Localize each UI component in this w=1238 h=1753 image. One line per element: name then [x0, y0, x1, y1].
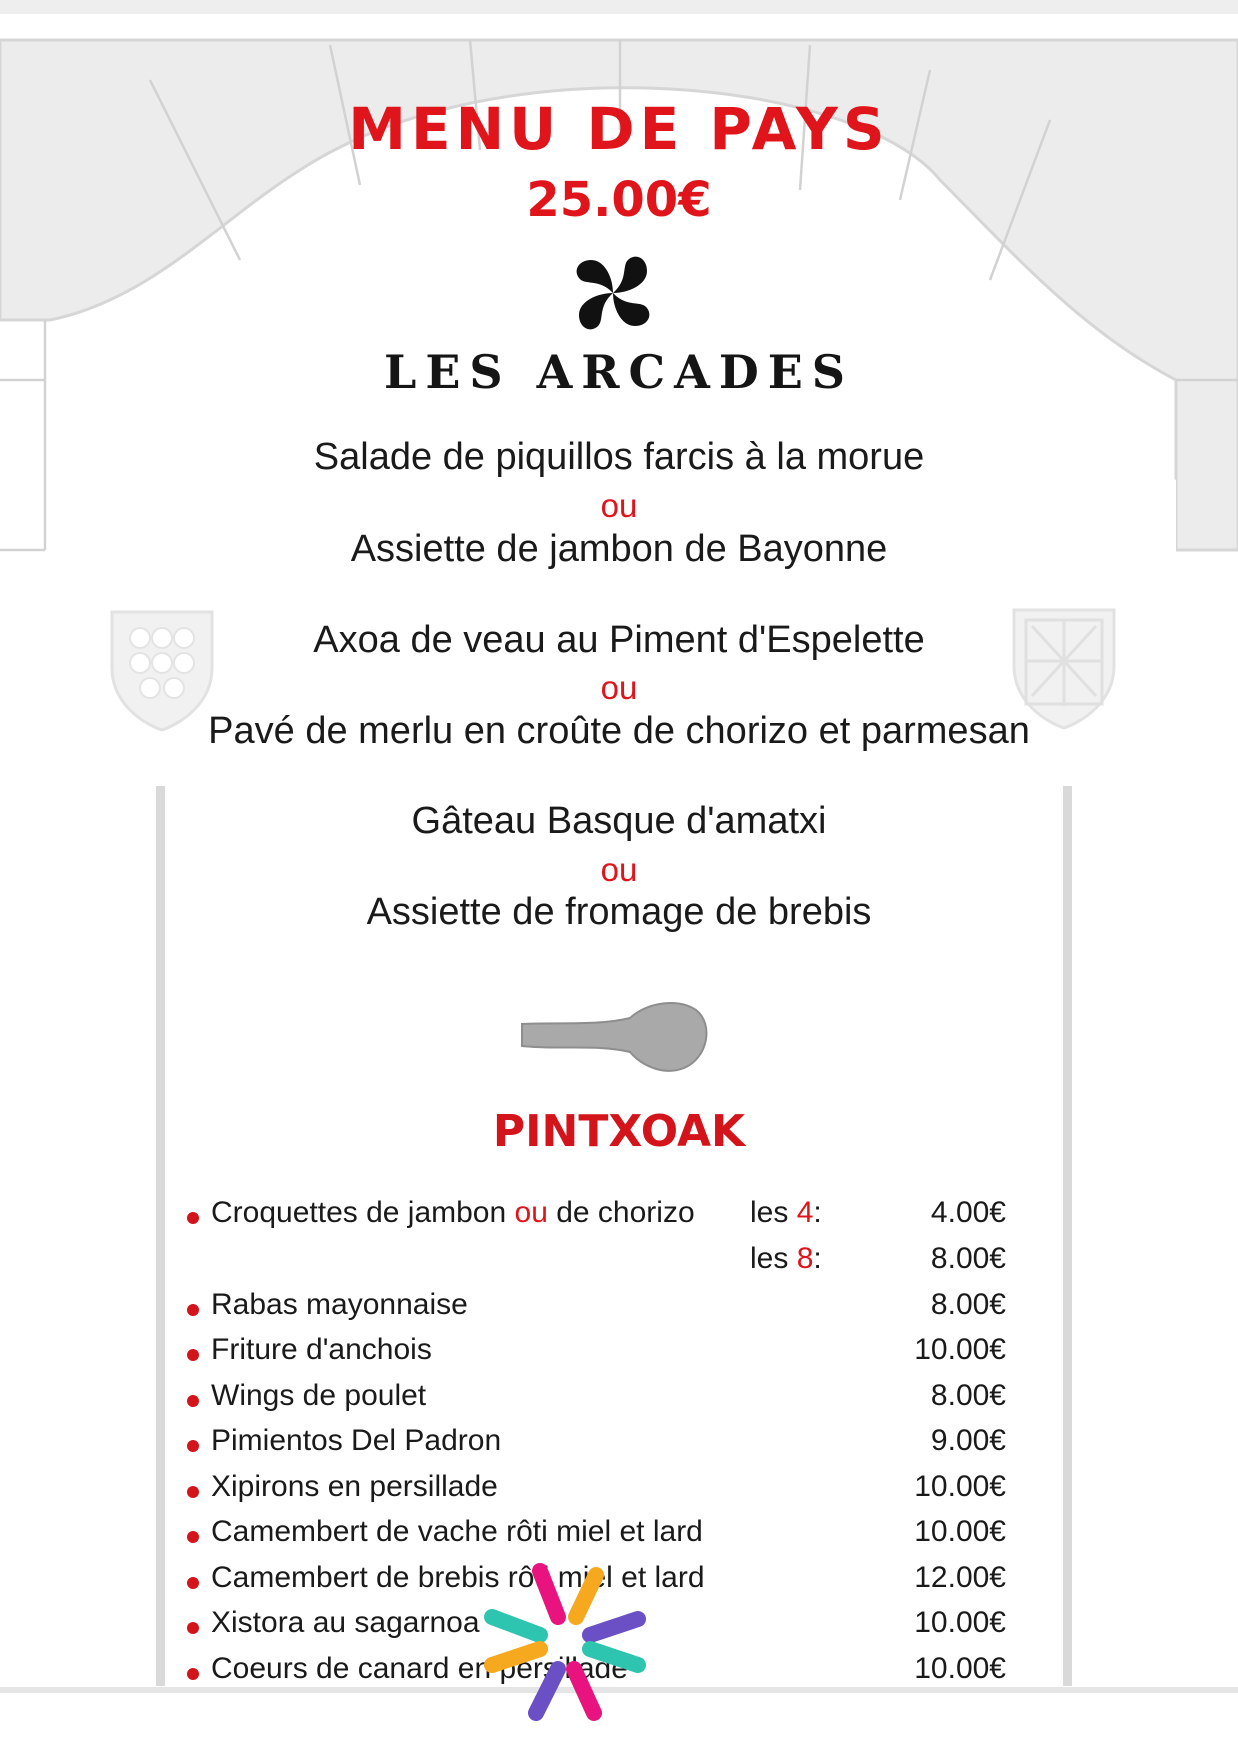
item-name: Rabas mayonnaise	[211, 1288, 468, 1321]
menu-price: 25.00€	[526, 172, 712, 228]
item-price: 4.00€	[930, 1196, 1006, 1229]
dessert-option-2: Assiette de fromage de brebis	[366, 891, 872, 933]
main-option-2: Pavé de merlu en croûte de chorizo et parmesan	[208, 710, 1030, 752]
item-price: 10.00€	[914, 1606, 1006, 1639]
item-price: 8.00€	[930, 1242, 1006, 1275]
bullet-icon	[187, 1622, 199, 1634]
bullet-icon	[187, 1304, 199, 1316]
menu-title: MENU DE PAYS	[348, 95, 890, 163]
item-price: 10.00€	[914, 1515, 1006, 1548]
item-name: Pimientos Del Padron	[211, 1424, 502, 1457]
item-price: 10.00€	[914, 1470, 1006, 1503]
item-name: Friture d'anchois	[211, 1333, 432, 1366]
starter-option-2: Assiette de jambon de Bayonne	[350, 528, 888, 570]
bullet-icon	[187, 1440, 199, 1452]
list-item	[0, 1379, 1238, 1419]
or-label: ou	[600, 487, 638, 524]
item-name: Wings de poulet	[211, 1379, 427, 1412]
main-option-1: Axoa de veau au Piment d'Espelette	[313, 619, 925, 661]
item-price: 8.00€	[930, 1288, 1006, 1321]
item-price: 10.00€	[914, 1333, 1006, 1366]
bullet-icon	[187, 1668, 199, 1680]
bullet-icon	[187, 1349, 199, 1361]
item-name: Xistora au sagarnoa	[211, 1606, 480, 1639]
restaurant-name: LES ARCADES	[383, 345, 855, 399]
or-label: ou	[600, 669, 638, 706]
bullet-icon	[187, 1212, 199, 1224]
item-name: Camembert de brebis rôti miel et lard	[211, 1561, 705, 1594]
watermark-logo-icon	[478, 1557, 650, 1729]
item-price: 12.00€	[914, 1561, 1006, 1594]
lauburu-icon	[565, 248, 661, 338]
bullet-icon	[187, 1531, 199, 1543]
list-item	[0, 1196, 1238, 1236]
list-item	[0, 1333, 1238, 1373]
item-name: Camembert de vache rôti miel et lard	[211, 1515, 703, 1548]
item-name: Croquettes de jambon ou de chorizo	[211, 1196, 695, 1229]
pala-icon	[518, 1000, 712, 1076]
list-item	[0, 1515, 1238, 1555]
item-price: 9.00€	[930, 1424, 1006, 1457]
bullet-icon	[187, 1395, 199, 1407]
item-name: Xipirons en persillade	[211, 1470, 498, 1503]
bullet-icon	[187, 1486, 199, 1498]
list-item	[0, 1242, 1238, 1282]
bullet-icon	[187, 1577, 199, 1589]
item-quantity: les 4:	[750, 1196, 822, 1229]
item-name: Coeurs de canard en persillade	[211, 1652, 628, 1685]
or-label: ou	[600, 851, 638, 888]
dessert-option-1: Gâteau Basque d'amatxi	[411, 800, 827, 842]
item-price: 10.00€	[914, 1652, 1006, 1685]
item-quantity: les 8:	[750, 1242, 822, 1275]
list-item	[0, 1470, 1238, 1510]
list-item	[0, 1288, 1238, 1328]
pintxoak-title: PINTXOAK	[492, 1106, 746, 1157]
list-item	[0, 1424, 1238, 1464]
item-price: 8.00€	[930, 1379, 1006, 1412]
starter-option-1: Salade de piquillos farcis à la morue	[313, 436, 925, 478]
